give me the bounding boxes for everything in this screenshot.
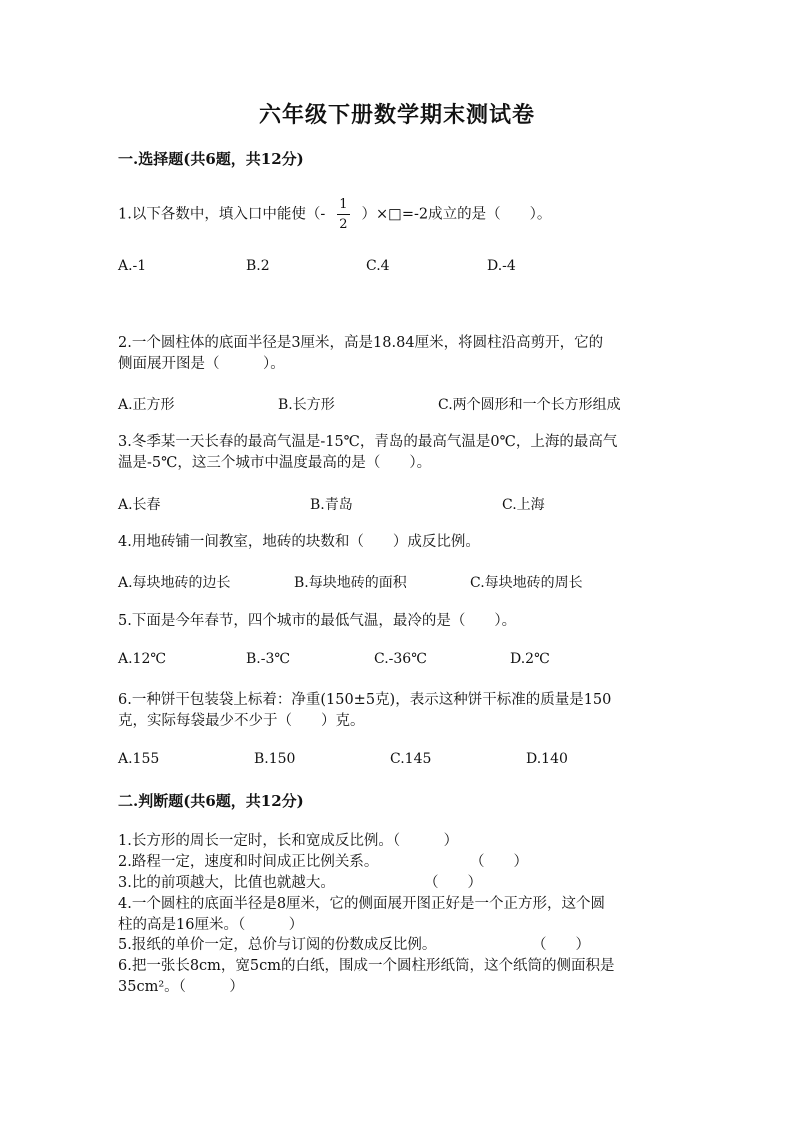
option-c: C.-36℃ — [374, 651, 427, 667]
judgement-item-6-line-2: 35cm²。（ ） — [118, 979, 244, 995]
judgement-item-6-line-1: 6.把一张长8cm，宽5cm的白纸，围成一个圆柱形纸筒，这个纸筒的侧面积是 — [118, 958, 615, 974]
question-5: 5.下面是今年春节，四个城市的最低气温，最冷的是（ ）。 — [118, 613, 517, 629]
question-text: 1.以下各数中，填入口中能使（- — [118, 206, 326, 223]
option-a: A.-1 — [118, 258, 147, 274]
question-3-line-1: 3.冬季某一天长春的最高气温是-15℃，青岛的最高气温是0℃，上海的最高气 — [118, 434, 618, 450]
option-b: B.2 — [246, 258, 270, 274]
option-c: C.上海 — [502, 497, 545, 513]
judgement-text: 2.路程一定，速度和时间成正比例关系。 — [118, 854, 379, 870]
judgement-item-4-line-2: 柱的高是16厘米。（ ） — [118, 917, 304, 933]
fraction-numerator: 1 — [339, 197, 348, 212]
judgement-text: 3.比的前项越大，比值也就越大。 — [118, 875, 335, 891]
question-2-line-1: 2.一个圆柱体的底面半径是3厘米，高是18.84厘米，将圆柱沿高剪开，它的 — [118, 335, 604, 351]
option-c: C.4 — [366, 258, 390, 274]
option-b: B.青岛 — [310, 497, 353, 513]
option-b: B.每块地砖的面积 — [294, 575, 407, 591]
judgement-item-4-line-1: 4.一个圆柱的底面半径是8厘米，它的侧面展开图正好是一个正方形，这个圆 — [118, 896, 606, 912]
option-a: A.155 — [118, 751, 160, 767]
option-b: B.长方形 — [278, 397, 335, 413]
fraction-denominator: 2 — [339, 217, 348, 232]
judgement-item-3 — [118, 871, 678, 892]
question-6-line-1: 6.一种饼干包装袋上标着：净重(150±5克)，表示这种饼干标准的质量是150 — [118, 692, 612, 708]
question-1 — [118, 197, 551, 232]
judgement-item-2 — [118, 850, 678, 871]
option-a: A.长春 — [118, 497, 161, 513]
page-title: 六年级下册数学期末测试卷 — [258, 102, 535, 128]
option-c: C.每块地砖的周长 — [470, 575, 583, 591]
section-heading-choice: 一.选择题(共6题，共12分) — [118, 150, 304, 168]
question-2-line-2: 侧面展开图是（ ）。 — [118, 356, 285, 372]
option-a: A.12℃ — [118, 651, 167, 667]
judgement-item-5 — [118, 933, 678, 954]
question-text-end: ）×□=-2成立的是（ ）。 — [361, 206, 552, 223]
option-d: D.-4 — [487, 258, 516, 274]
option-c: C.两个圆形和一个长方形组成 — [438, 397, 621, 413]
answer-blank: （ ） — [424, 875, 482, 891]
judgement-text: 5.报纸的单价一定，总价与订阅的份数成反比例。 — [118, 937, 437, 953]
judgement-item-1: 1.长方形的周长一定时，长和宽成反比例。（ ） — [118, 833, 459, 849]
answer-blank: （ ） — [470, 854, 528, 870]
section-heading-judgement: 二.判断题(共6题，共12分) — [118, 792, 304, 810]
option-a: A.正方形 — [118, 397, 175, 413]
question-6-line-2: 克，实际每袋最少不少于（ ）克。 — [118, 713, 365, 729]
fraction — [337, 197, 349, 232]
fraction-bar — [337, 214, 349, 215]
option-d: D.140 — [526, 751, 568, 767]
option-a: A.每块地砖的边长 — [118, 575, 231, 591]
question-3-line-2: 温是-5℃，这三个城市中温度最高的是（ ）。 — [118, 455, 432, 471]
option-b: B.-3℃ — [246, 651, 291, 667]
option-d: D.2℃ — [510, 651, 550, 667]
option-b: B.150 — [254, 751, 296, 767]
answer-blank: （ ） — [532, 937, 590, 953]
question-4: 4.用地砖铺一间教室，地砖的块数和（ ）成反比例。 — [118, 534, 480, 550]
option-c: C.145 — [390, 751, 432, 767]
